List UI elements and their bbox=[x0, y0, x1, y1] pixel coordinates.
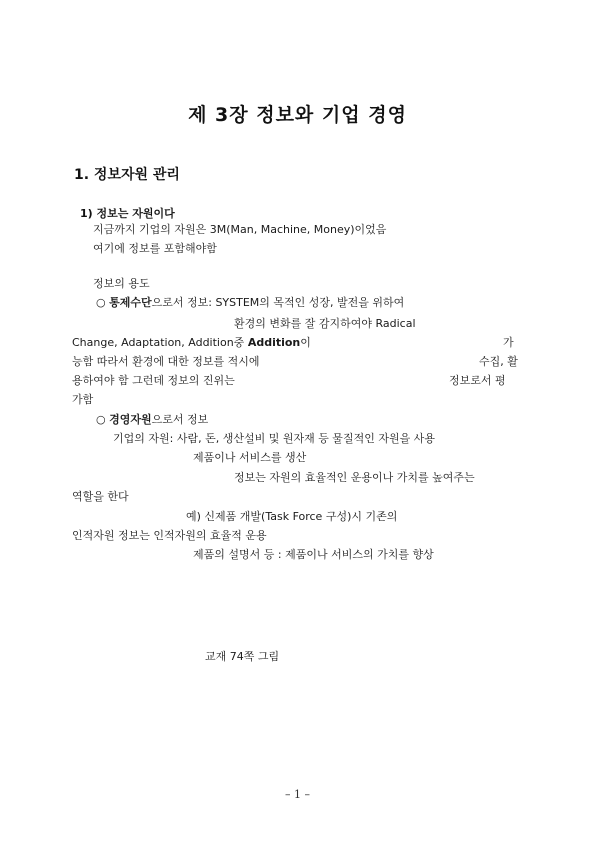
text-line bbox=[72, 336, 311, 350]
text-line: 기업의 자원: 사람, 돈, 생산설비 및 원자재 등 물질적인 자원을 사용 bbox=[113, 432, 435, 445]
text-line: 예) 신제품 개발(Task Force 구성)시 기존의 bbox=[186, 510, 398, 523]
text-line: 용하여야 함 그런데 정보의 진위는 bbox=[72, 374, 235, 387]
page-number: – 1 – bbox=[285, 788, 310, 801]
section-heading: 1. 정보자원 관리 bbox=[74, 167, 180, 183]
figure-reference: 교재 74쪽 그림 bbox=[205, 650, 280, 663]
text-line: 가 bbox=[503, 336, 514, 349]
text-line: 능함 따라서 환경에 대한 정보를 적시에 bbox=[72, 355, 260, 368]
text-fragment: 이 bbox=[300, 336, 311, 349]
text-line: 제품의 설명서 등 : 제품이나 서비스의 가치를 향상 bbox=[193, 548, 434, 561]
text-line: 정보로서 평 bbox=[449, 374, 506, 387]
bullet-marker: ○ bbox=[96, 296, 106, 309]
text-line: 인적자원 정보는 인적자원의 효율적 운용 bbox=[72, 529, 267, 542]
bold-term: 통제수단 bbox=[109, 296, 152, 309]
text-line: 여기에 정보를 포함해야함 bbox=[93, 242, 217, 255]
bullet-marker: ○ bbox=[96, 413, 106, 426]
bullet-item-control bbox=[96, 296, 404, 310]
text-fragment: Change, Adaptation, Addition중 bbox=[72, 336, 248, 349]
text-line: 제품이나 서비스를 생산 bbox=[193, 451, 307, 464]
bullet-text: 으로서 정보 bbox=[151, 413, 209, 426]
bullet-text: 으로서 정보: SYSTEM의 목적인 성장, 발전을 위하여 bbox=[151, 296, 405, 309]
text-line: 환경의 변화를 잘 감지하여야 Radical bbox=[234, 317, 416, 330]
text-line: 수집, 활 bbox=[479, 355, 518, 368]
subsection-heading: 1) 정보는 자원이다 bbox=[80, 207, 175, 220]
text-line: 지금까지 기업의 자원은 3M(Man, Machine, Money)이었음 bbox=[93, 223, 387, 236]
bold-term: Addition bbox=[247, 336, 301, 349]
page-title: 제 3장 정보와 기업 경영 bbox=[188, 104, 407, 126]
text-line: 가함 bbox=[72, 393, 94, 406]
text-line: 정보는 자원의 효율적인 운용이나 가치를 높여주는 bbox=[234, 471, 475, 484]
text-line: 정보의 용도 bbox=[93, 277, 150, 290]
text-line: 역할을 한다 bbox=[72, 490, 129, 503]
bold-term: 경영자원 bbox=[109, 413, 152, 426]
bullet-item-management bbox=[96, 413, 208, 427]
